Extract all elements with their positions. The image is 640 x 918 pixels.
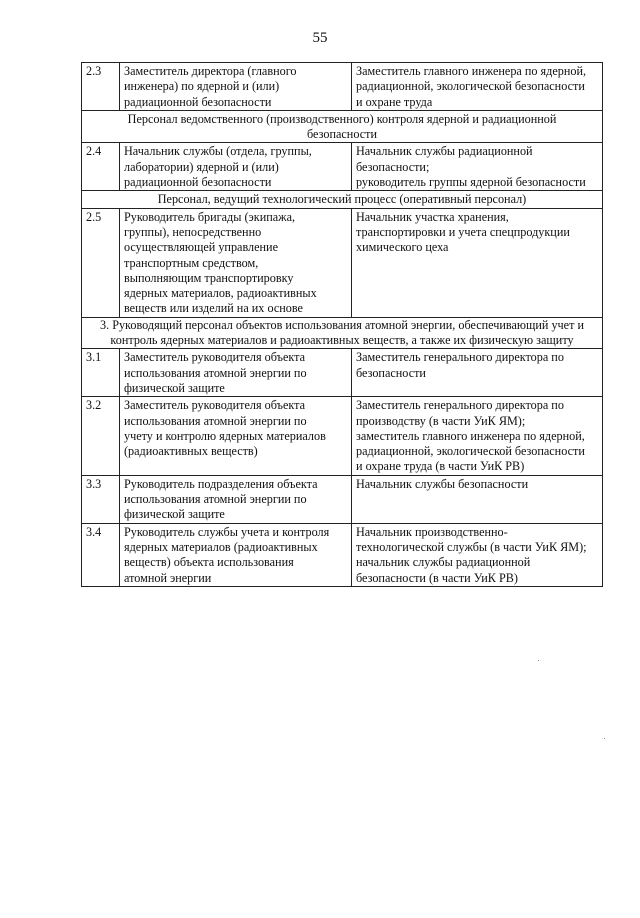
equivalent-position: Начальник производственно- технологической службы (в части УиК ЯМ); начальник службы радиационной безопасности (в части УиК РВ) [356,524,587,585]
item-number: 3.3 [82,475,120,523]
section-header-row [82,317,603,349]
table-row-3-3 [82,475,603,523]
position-title: Заместитель руководителя объекта использования атомной энергии по учету и контролю ядерных материалов (радиоактивных веществ) [124,398,326,459]
item-number: 2.5 [82,208,120,317]
section-heading: Персонал ведомственного (производственного) контроля ядерной и радиационной безопасности [127,111,557,142]
equivalent-position: Заместитель генерального директора по производству (в части УиК ЯМ); заместитель главного инженера по ядерной, радиационной, экологической безопасности и охране труда (в части УиК РВ) [356,398,585,474]
equivalent-position: Начальник службы безопасности [356,476,529,491]
item-number: 3.2 [82,397,120,475]
table-row-2-4 [82,143,603,191]
equivalent-position: Начальник участка хранения, транспортировки и учета спецпродукции химического цеха [356,209,570,255]
position-title: Руководитель подразделения объекта использования атомной энергии по физической защите [124,476,318,522]
position-title: Начальник службы (отдела, группы, лаборатории) ядерной и (или) радиационной безопасности [124,144,312,190]
position-title: Заместитель руководителя объекта использования атомной энергии по физической защите [124,350,307,395]
table-row-3-1 [82,349,603,397]
table-row-2-3 [82,63,603,111]
scan-speck [538,660,539,661]
item-number: 3.1 [82,349,120,397]
section-heading: Персонал, ведущий технологический процесс (оперативный персонал) [157,192,527,207]
equivalent-position: Начальник службы радиационной безопасности; руководитель группы ядерной безопасности [356,144,586,190]
item-number: 2.3 [82,63,120,111]
scan-speck [604,738,605,739]
page-number: 55 [312,30,328,46]
table-row-3-2 [82,397,603,475]
equivalent-position: Заместитель генерального директора по безопасности [356,350,564,380]
equivalent-position: Заместитель главного инженера по ядерной, радиационной, экологической безопасности и охране труда [356,64,587,109]
position-title: Руководитель службы учета и контроля ядерных материалов (радиоактивных веществ) объекта использования атомной энергии [124,524,330,585]
item-number: 3.4 [82,523,120,586]
position-title: Руководитель бригады (экипажа, группы), непосредственно осуществляющей управление транспортным средством, выполняющим транспортировку ядерных материалов, радиоактивных веществ или изделий на их основе [124,209,317,316]
table-row-3-4 [82,523,603,586]
item-number: 2.4 [82,143,120,191]
section-header-row [82,110,603,143]
position-title: Заместитель директора (главного инженера) по ядерной и (или) радиационной безопасности [124,64,297,109]
section-heading: 3. Руководящий персонал объектов использования атомной энергии, обеспечивающий учет и контроль ядерных материалов и радиоактивных веществ, а также их физическую защиту [100,317,584,348]
table-row-2-5 [82,208,603,317]
section-header-row [82,191,603,208]
staff-table [81,62,603,587]
